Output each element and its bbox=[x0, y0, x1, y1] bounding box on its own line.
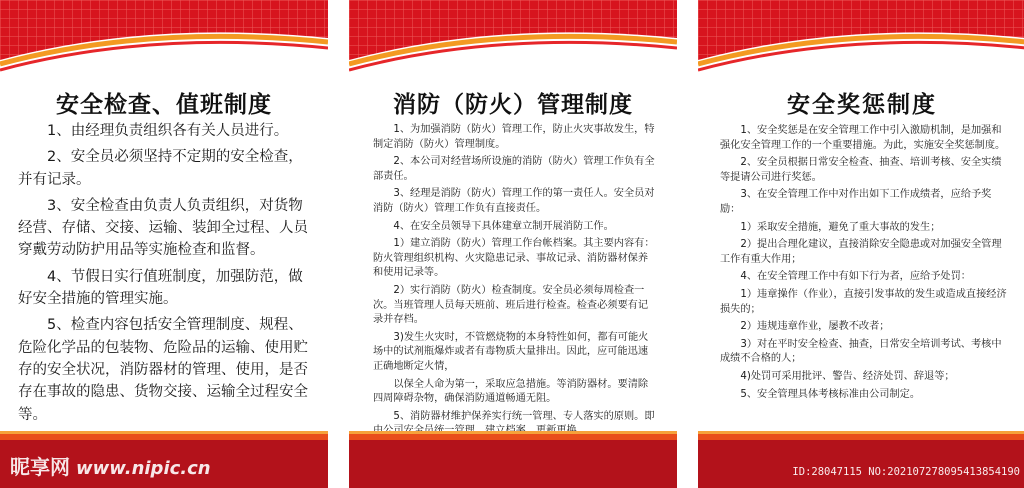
panel-title: 消防（防火）管理制度 bbox=[393, 92, 633, 118]
header-grid-graphic bbox=[698, 0, 1024, 95]
panel-footer-band bbox=[349, 440, 677, 488]
panel-body-text bbox=[18, 120, 314, 430]
rule-paragraph: 2）提出合理化建议，直接消除安全隐患或对加强安全管理工作有重大作用； bbox=[720, 239, 1002, 265]
rule-paragraph: 2）违规违章作业，屡教不改者； bbox=[740, 321, 890, 333]
rule-paragraph: 3)发生火灾时，不管燃烧物的本身特性如何，都有可能火场中的试剂瓶爆炸或者有毒物质大量排出。因此，应可能迅速正确地断定火情， bbox=[373, 331, 649, 372]
rule-paragraph: 1）采取安全措施，避免了重大事故的发生； bbox=[740, 221, 941, 233]
panel-footer-band bbox=[698, 440, 1024, 488]
sign-panel-safety-rewards bbox=[698, 0, 1024, 488]
rule-paragraph: 1、由经理负责组织各有关人员进行。 bbox=[47, 123, 289, 139]
watermark-site: www.nipic.cn bbox=[76, 458, 211, 479]
rule-paragraph: 以保全人命为第一，采取应急措施。等消防器材。要清除四周障碍杂物，确保消防通道畅通无阻。 bbox=[373, 378, 649, 405]
watermark-brand bbox=[10, 451, 211, 480]
rule-paragraph: 2、安全员根据日常安全检查、抽查、培训考核、安全实绩等提请公司进行奖惩。 bbox=[720, 157, 1002, 183]
panel-footer-band bbox=[0, 440, 328, 488]
watermark-id-text: ID:28047115 NO:20210727809541385419​0 bbox=[792, 466, 1020, 478]
header-grid-graphic bbox=[0, 0, 328, 95]
rule-paragraph: 3、经理是消防（防火）管理工作的第一责任人。安全员对消防（防火）管理工作负有直接责任。 bbox=[373, 188, 655, 214]
rule-paragraph: 4、在安全管理工作中有如下行为者，应给予处罚： bbox=[740, 271, 971, 283]
watermark-brand-name: 昵享网 bbox=[10, 455, 70, 479]
panel-body-text bbox=[373, 123, 657, 442]
panel-title: 安全检查、值班制度 bbox=[56, 92, 272, 118]
panel-header-banner bbox=[698, 0, 1024, 95]
rule-paragraph: 1）建立消防（防火）管理工作台帐档案。其主要内容有：防火管理组织机构、火灾隐患记录、事故记录、消防器材保养和使用记录等。 bbox=[373, 238, 655, 279]
panel-body-text bbox=[720, 124, 1008, 405]
rule-paragraph: 3、在安全管理工作中对作出如下工作成绩者，应给予奖励： bbox=[720, 189, 992, 215]
rule-paragraph: 1、安全奖惩是在安全管理工作中引入激励机制，是加强和强化安全管理工作的一个重要措施。为此，实施安全奖惩制度。 bbox=[720, 125, 1006, 151]
rule-paragraph: 2、安全员必须坚持不定期的安全检查，并有记录。 bbox=[18, 149, 303, 188]
rule-paragraph: 2、本公司对经营场所设施的消防（防火）管理工作负有全部责任。 bbox=[373, 156, 655, 182]
rule-paragraph: 3、安全检查由负责人负责组织，对货物经营、存储、交接、运输、装卸全过程、人员穿戴劳动防护用品等实施检查和监督。 bbox=[18, 197, 308, 259]
header-grid-graphic bbox=[349, 0, 677, 95]
rule-paragraph: 1）违章操作（作业），直接引发事故的发生或造成直接经济损失的； bbox=[720, 288, 1007, 315]
rule-paragraph: 4、节假日实行值班制度，加强防范，做好安全措施的管理实施。 bbox=[18, 268, 303, 308]
rule-paragraph: 5、安全管理具体考核标准由公司制定。 bbox=[740, 388, 921, 400]
rule-paragraph: 5、检查内容包括安全管理制度、规程、危险化学品的包装物、危险品的运输、使用贮存的安全状况，消防器材的管理、使用，是否存在事故的隐患、货物交接、运输全过程安全等。 bbox=[18, 317, 308, 423]
rule-paragraph: 4)处罚可采用批评、警告、经济处罚、辞退等； bbox=[740, 370, 955, 382]
rule-paragraph: 1、为加强消防（防火）管理工作，防止火灾事故发生，特制定消防（防火）管理制度。 bbox=[373, 124, 655, 150]
rule-paragraph: 4、在安全员领导下具体建章立制开展消防工作。 bbox=[393, 220, 614, 232]
sign-panel-fire-prevention bbox=[349, 0, 677, 488]
panel-header-banner bbox=[349, 0, 677, 95]
panel-header-banner bbox=[0, 0, 328, 95]
rule-paragraph: 3）对在平时安全检查、抽查，日常安全培训考试、考核中成绩不合格的人； bbox=[720, 338, 1002, 365]
panel-title: 安全奖惩制度 bbox=[787, 92, 937, 118]
sign-panel-safety-inspection bbox=[0, 0, 328, 488]
rule-paragraph: 5、消防器材维护保养实行统一管理、专人落实的原则。即 bbox=[393, 410, 655, 422]
rule-paragraph: 2）实行消防（防火）检查制度。安全员必须每周检查一次。当班管理人员每天班前、班后进行检查。检查必须要有记录并存档。 bbox=[373, 284, 649, 326]
